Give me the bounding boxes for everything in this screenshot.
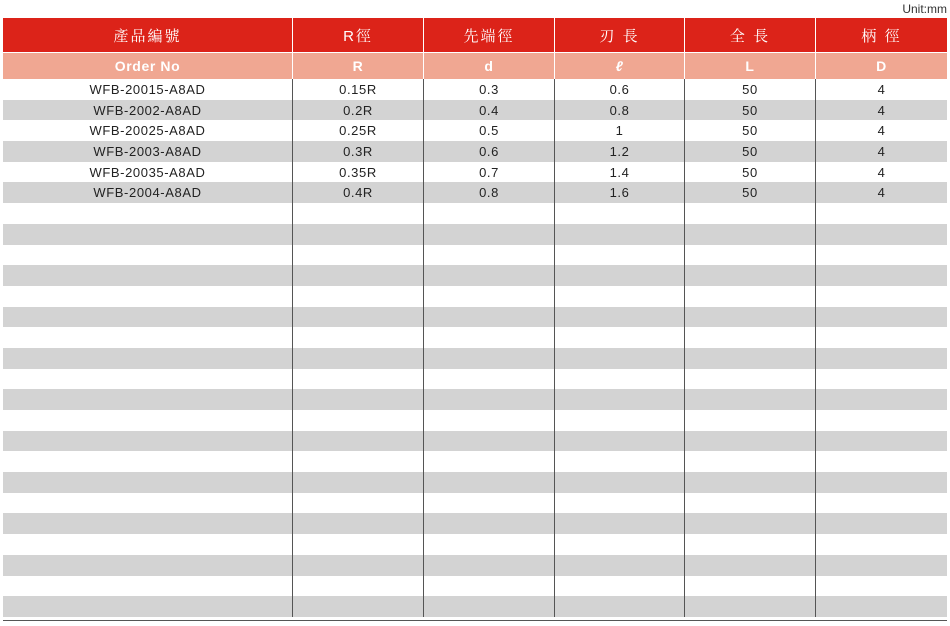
table-cell [424,576,555,597]
table-row [3,410,947,431]
table-cell [555,451,685,472]
table-cell [424,431,555,452]
header-r: R [293,53,424,79]
header-order-no-jp: 產品編號 [3,18,293,52]
table-cell [685,555,816,576]
header-row-english [3,52,947,79]
header-order-no: Order No [3,53,293,79]
table-cell: WFB-20025-A8AD [3,120,293,141]
table-cell [816,327,947,348]
table-cell [555,203,685,224]
table-cell [816,369,947,390]
table-row [3,451,947,472]
table-cell [816,307,947,328]
header-total-length-jp: 全 長 [685,18,816,52]
table-cell [424,472,555,493]
table-cell [3,389,293,410]
table-cell [3,596,293,617]
table-cell: 0.6 [555,79,685,100]
table-cell: 0.15R [293,79,424,100]
table-cell [685,596,816,617]
table-cell [3,307,293,328]
table-cell [555,576,685,597]
table-row [3,120,947,141]
table-row [3,203,947,224]
table-cell [555,265,685,286]
table-cell [685,389,816,410]
table-cell [3,555,293,576]
table-row [3,162,947,183]
table-cell: 50 [685,141,816,162]
table-cell [555,596,685,617]
table-row [3,245,947,266]
table-cell [424,555,555,576]
table-cell: 4 [877,185,886,201]
table-cell [3,451,293,472]
table-cell: 50 [685,162,816,183]
table-row [3,555,947,576]
table-cell [816,224,947,245]
table-cell: 0.8 [424,182,555,203]
table-cell [555,369,685,390]
table-cell [424,534,555,555]
table-cell [3,286,293,307]
table-cell: WFB-2002-A8AD [3,100,293,121]
table-row [3,493,947,514]
table-cell [3,513,293,534]
table-cell [685,203,816,224]
table-cell [555,327,685,348]
table-cell: 0.6 [424,141,555,162]
table-cell [685,472,816,493]
table-cell [424,369,555,390]
table-cell [555,493,685,514]
table-cell: 0.5 [424,120,555,141]
table-row [3,100,947,121]
table-cell [685,493,816,514]
table-cell [424,286,555,307]
table-cell [816,513,947,534]
table-cell: WFB-20035-A8AD [3,162,293,183]
table-row [3,265,947,286]
table-row [3,431,947,452]
table-cell [293,327,424,348]
table-cell [685,513,816,534]
header-d: d [424,53,555,79]
table-cell: 1.2 [555,141,685,162]
table-cell [555,534,685,555]
table-cell [816,451,947,472]
table-cell [424,410,555,431]
table-cell [816,410,947,431]
table-cell [685,286,816,307]
table-cell [816,555,947,576]
table-cell [816,245,947,266]
table-cell [424,203,555,224]
table-cell [424,348,555,369]
table-cell [555,307,685,328]
table-cell [3,431,293,452]
table-cell: 50 [685,182,816,203]
table-cell [293,534,424,555]
table-cell [3,245,293,266]
table-cell [424,596,555,617]
table-cell [424,265,555,286]
table-cell [555,245,685,266]
table-cell [685,451,816,472]
table-cell [816,493,947,514]
table-cell [555,348,685,369]
table-cell [816,286,947,307]
table-cell [685,245,816,266]
table-row [3,307,947,328]
table-cell [424,451,555,472]
table-cell [685,327,816,348]
table-cell [3,224,293,245]
table-cell: 4 [877,123,886,139]
table-cell [3,203,293,224]
header-row-japanese [3,18,947,52]
header-blade-length-jp: 刃 長 [555,18,685,52]
table-cell [293,307,424,328]
header-shank-d: D [876,58,887,74]
table-cell [816,596,947,617]
table-cell: 50 [685,120,816,141]
table-cell [424,493,555,514]
table-cell [424,327,555,348]
table-cell [293,245,424,266]
table-cell: 0.35R [293,162,424,183]
header-shank-dia-jp: 柄 徑 [861,27,902,45]
table-cell [3,576,293,597]
table-cell [3,410,293,431]
table-cell [685,534,816,555]
table-cell [3,348,293,369]
table-cell [555,472,685,493]
table-cell: 4 [877,164,886,180]
table-cell: 4 [877,81,886,97]
table-cell: 0.4 [424,100,555,121]
table-cell [424,389,555,410]
table-row [3,389,947,410]
table-cell [3,369,293,390]
table-cell [424,513,555,534]
table-row [3,472,947,493]
table-cell: 4 [877,102,886,118]
table-cell [293,224,424,245]
table-cell [555,224,685,245]
unit-label: Unit:mm [902,2,947,16]
table-cell [685,410,816,431]
table-row [3,369,947,390]
table-cell [685,348,816,369]
table-cell: 0.3R [293,141,424,162]
table-row [3,141,947,162]
table-cell [424,307,555,328]
table-cell: 1.6 [555,182,685,203]
table-cell [685,307,816,328]
table-cell [685,369,816,390]
table-cell: 0.4R [293,182,424,203]
table-cell [293,203,424,224]
table-cell [555,389,685,410]
table-row [3,224,947,245]
table-cell [293,451,424,472]
table-cell [685,224,816,245]
table-cell [555,431,685,452]
spec-table [3,18,947,617]
table-cell [555,286,685,307]
table-cell [293,493,424,514]
table-cell [816,472,947,493]
header-l-small: ℓ [555,53,685,79]
header-l: L [685,53,816,79]
table-row [3,576,947,597]
table-cell: 50 [685,100,816,121]
table-cell [685,576,816,597]
table-cell: 0.8 [555,100,685,121]
table-cell [293,472,424,493]
table-cell: WFB-2004-A8AD [3,182,293,203]
table-cell [685,431,816,452]
table-cell: 1 [555,120,685,141]
table-cell: 4 [877,143,886,159]
table-row [3,348,947,369]
table-cell [293,410,424,431]
table-cell [555,410,685,431]
table-cell [816,431,947,452]
table-cell [293,389,424,410]
table-cell: 0.3 [424,79,555,100]
table-cell [3,327,293,348]
table-cell: WFB-20015-A8AD [3,79,293,100]
table-cell [816,348,947,369]
table-cell [293,555,424,576]
table-cell: 1.4 [555,162,685,183]
table-cell [293,431,424,452]
table-body [3,79,947,617]
table-cell [293,265,424,286]
table-cell [816,203,947,224]
table-row [3,286,947,307]
table-cell [293,286,424,307]
table-cell [424,245,555,266]
header-r-jp: R徑 [293,18,424,52]
table-cell [816,265,947,286]
table-bottom-border [3,620,947,621]
header-d-jp: 先端徑 [424,18,555,52]
table-cell [816,534,947,555]
table-row [3,182,947,203]
table-cell [816,389,947,410]
table-cell: WFB-2003-A8AD [3,141,293,162]
table-cell: 0.2R [293,100,424,121]
table-cell: 0.25R [293,120,424,141]
table-cell [424,224,555,245]
table-row [3,513,947,534]
table-row [3,596,947,617]
table-cell [3,265,293,286]
table-cell [293,513,424,534]
table-cell [293,596,424,617]
table-cell [3,493,293,514]
table-cell [685,265,816,286]
table-row [3,79,947,100]
table-cell [3,534,293,555]
table-cell [293,576,424,597]
table-cell: 0.7 [424,162,555,183]
table-cell: 50 [685,79,816,100]
table-cell [293,348,424,369]
table-cell [293,369,424,390]
table-row [3,327,947,348]
table-cell [555,555,685,576]
table-cell [555,513,685,534]
table-row [3,534,947,555]
table-cell [816,576,947,597]
table-cell [3,472,293,493]
